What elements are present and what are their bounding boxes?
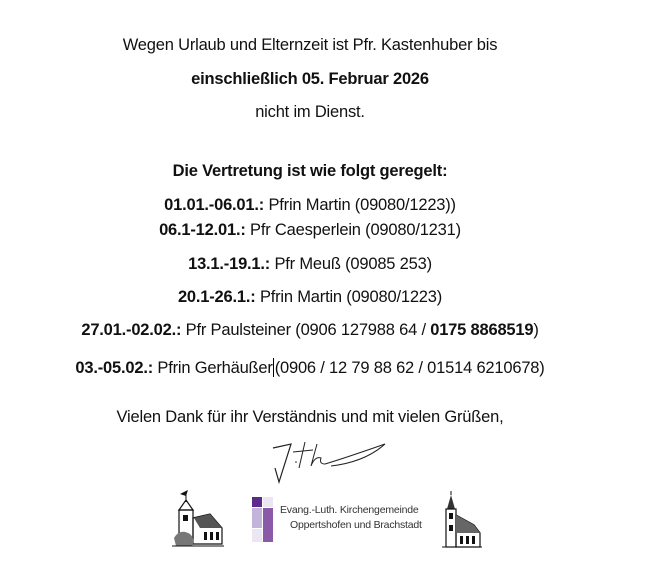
entry-person: Pfr Meuß (09085 253) bbox=[270, 255, 432, 273]
entry-dates: 27.01.-02.02.: bbox=[81, 321, 182, 339]
parish-name-line-2: Oppertshofen und Brachstadt bbox=[290, 519, 422, 531]
entry-person: Pfrin Martin (09080/1223)) bbox=[264, 196, 456, 214]
entry-person: Pfrin Martin (09080/1223) bbox=[255, 288, 443, 306]
substitution-entry bbox=[0, 221, 620, 240]
notice-line-2-date: einschließlich 05. Februar 2026 bbox=[191, 70, 429, 88]
parish-name-line-1: Evang.-Luth. Kirchengemeinde bbox=[280, 504, 419, 516]
entry-suffix: ) bbox=[533, 321, 539, 339]
closing-text: Vielen Dank für ihr Verständnis und mit vielen Grüßen, bbox=[116, 408, 504, 426]
entry-dates: 13.1.-19.1.: bbox=[188, 255, 271, 273]
substitution-entry bbox=[0, 321, 620, 340]
notice-line-1: Wegen Urlaub und Elternzeit ist Pfr. Kastenhuber bis bbox=[122, 36, 498, 54]
entry-dates: 03.-05.02.: bbox=[75, 359, 154, 377]
entry-person: Pfrin Gerhäußer bbox=[153, 359, 273, 377]
entry-dates: 01.01.-06.01.: bbox=[164, 196, 265, 214]
church-left-icon bbox=[170, 488, 225, 550]
parish-logo-mark bbox=[252, 497, 274, 542]
substitution-entry[interactable] bbox=[0, 358, 620, 378]
substitution-entry bbox=[0, 196, 620, 215]
substitution-entry bbox=[0, 288, 620, 307]
parish-name bbox=[280, 503, 422, 533]
church-right-icon bbox=[440, 489, 484, 549]
substitution-heading: Die Vertretung ist wie folgt geregelt: bbox=[172, 162, 448, 180]
entry-contact: (0906 / 12 79 88 62 / 01514 6210678) bbox=[274, 359, 545, 377]
entry-person: Pfr Caesperlein (09080/1231) bbox=[245, 221, 461, 239]
substitution-entry bbox=[0, 255, 620, 274]
entry-mobile: 0175 8868519 bbox=[430, 321, 534, 339]
entry-person: Pfr Paulsteiner (0906 127988 64 / bbox=[181, 321, 431, 339]
notice-line-3: nicht im Dienst. bbox=[255, 103, 365, 121]
signature-image bbox=[265, 438, 390, 488]
text-cursor bbox=[273, 358, 274, 377]
entry-dates: 20.1-26.1.: bbox=[177, 288, 256, 306]
entry-dates: 06.1-12.01.: bbox=[159, 221, 246, 239]
